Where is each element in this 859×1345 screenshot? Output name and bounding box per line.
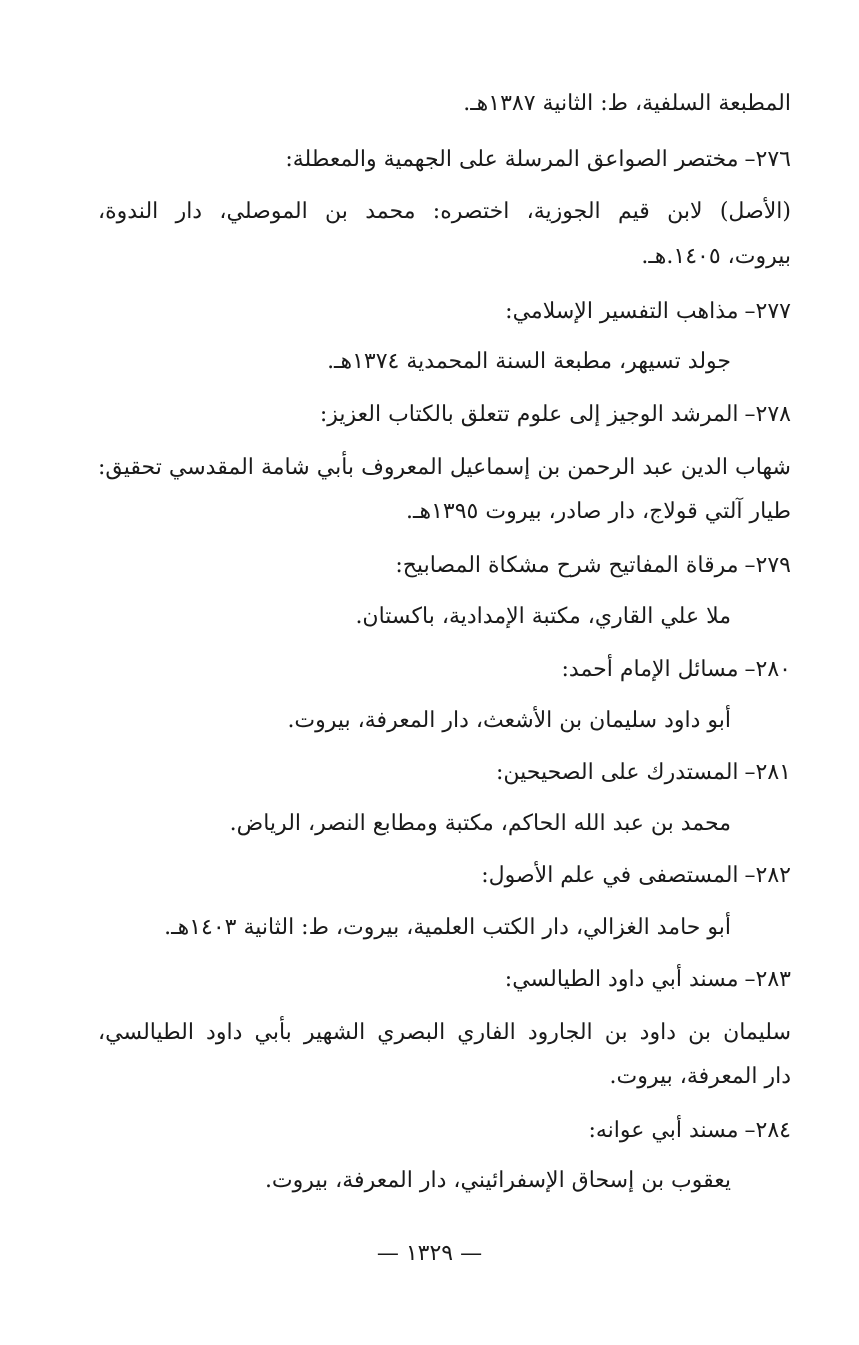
entry-number: ٢٨١–: [744, 760, 791, 785]
entry-number: ٢٨٣–: [744, 967, 791, 992]
entry-number: ٢٨٤–: [744, 1118, 791, 1143]
entry-number: ٢٨٠–: [744, 657, 791, 682]
entry-281-detail-1: محمد بن عبد الله الحاكم، مكتبة ومطابع النصر، الرياض.: [229, 811, 731, 836]
entry-279-detail-1: ملا علي القاري، مكتبة الإمدادية، باكستان.: [355, 604, 731, 629]
entry-276-detail-1: (الأصل) لابن قيم الجوزية، اختصره: محمد بن الموصلي، دار الندوة،: [98, 199, 791, 224]
entry-title: المرشد الوجيز إلى علوم تتعلق بالكتاب العزيز:: [319, 402, 739, 427]
entry-title: مرقاة المفاتيح شرح مشكاة المصابيح:: [395, 553, 739, 578]
entry-number: ٢٧٦–: [744, 147, 791, 172]
entry-number: ٢٨٢–: [744, 863, 791, 888]
entry-283-detail-1: سليمان بن داود بن الجارود الفاري البصري الشهير بأبي داود الطيالسي،: [98, 1020, 791, 1045]
entry-number: ٢٧٩–: [744, 553, 791, 578]
entry-283-heading: [505, 964, 791, 996]
entry-276-heading: [285, 144, 791, 176]
entry-276-detail-2: بيروت، ١٤٠٥.هـ.: [641, 244, 791, 269]
entry-278-detail-2: طيار آلتي قولاج، دار صادر، بيروت ١٣٩٥هـ.: [406, 499, 791, 524]
entry-277-heading: [505, 296, 791, 328]
entry-282-detail-1: أبو حامد الغزالي، دار الكتب العلمية، بيروت، ط: الثانية ١٤٠٣هـ.: [164, 915, 731, 940]
entry-title: مسند أبي عوانه:: [588, 1118, 739, 1143]
entry-280-heading: [562, 654, 792, 686]
entry-title: مسند أبي داود الطيالسي:: [504, 967, 739, 992]
entry-278-heading: [320, 399, 791, 431]
entry-title: المستصفى في علم الأصول:: [481, 863, 739, 888]
entry-283-detail-2: دار المعرفة، بيروت.: [609, 1064, 791, 1089]
entry-284-heading: [588, 1115, 791, 1147]
publisher-continuation: المطبعة السلفية، ط: الثانية ١٣٨٧هـ.: [463, 91, 791, 116]
page-number: — ١٣٢٩ —: [376, 1241, 483, 1266]
entry-277-detail-1: جولد تسيهر، مطبعة السنة المحمدية ١٣٧٤هـ.: [327, 349, 731, 374]
entry-number: ٢٧٧–: [744, 299, 791, 324]
entry-title: مسائل الإمام أحمد:: [561, 657, 739, 682]
entry-281-heading: [496, 757, 791, 789]
entry-284-detail-1: يعقوب بن إسحاق الإسفرائيني، دار المعرفة، بيروت.: [264, 1168, 731, 1193]
entry-280-detail-1: أبو داود سليمان بن الأشعث، دار المعرفة، بيروت.: [287, 708, 731, 733]
entry-278-detail-1: شهاب الدين عبد الرحمن بن إسماعيل المعروف بأبي شامة المقدسي تحقيق:: [98, 455, 791, 480]
entry-279-heading: [395, 550, 791, 582]
entry-title: مختصر الصواعق المرسلة على الجهمية والمعطلة:: [285, 147, 739, 172]
entry-number: ٢٧٨–: [744, 402, 791, 427]
entry-title: مذاهب التفسير الإسلامي:: [505, 299, 739, 324]
entry-title: المستدرك على الصحيحين:: [495, 760, 739, 785]
entry-282-heading: [481, 860, 791, 892]
